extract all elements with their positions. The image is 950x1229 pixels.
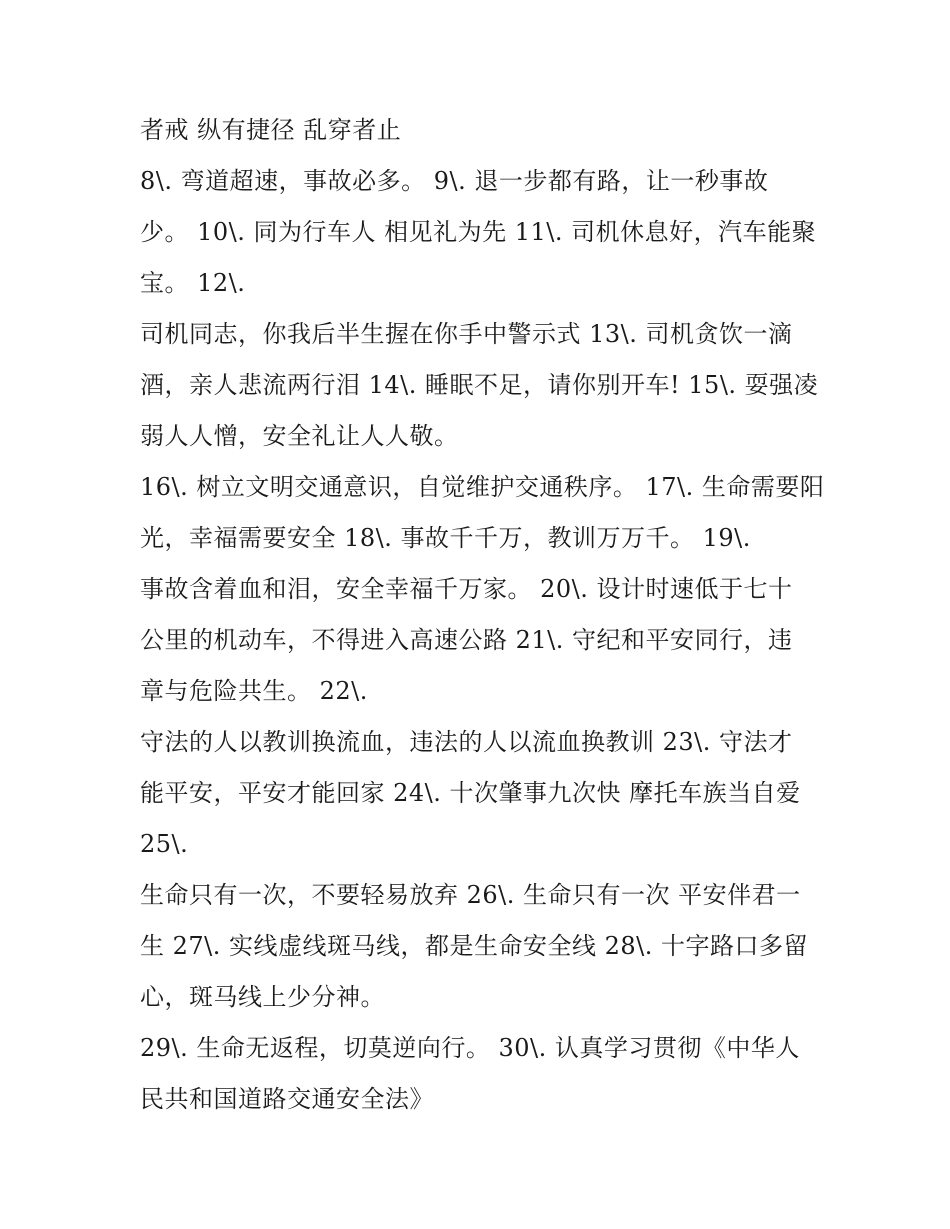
text-line: 酒，亲人悲流两行泪 14\. 睡眠不足，请你别开车! 15\. 耍强凌 (140, 371, 819, 399)
text-line: 生 27\. 实线虚线斑马线，都是生命安全线 28\. 十字路口多留 (140, 932, 809, 960)
text-line: 16\. 树立文明交通意识，自觉维护交通秩序。 17\. 生命需要阳 (140, 473, 825, 501)
text-line: 8\. 弯道超速，事故必多。 9\. 退一步都有路，让一秒事故 (140, 167, 769, 195)
text-line: 者戒 纵有捷径 乱穿者止 (140, 116, 402, 144)
text-line: 民共和国道路交通安全法》 (140, 1085, 434, 1113)
text-line: 少。 10\. 同为行车人 相见礼为先 11\. 司机休息好，汽车能聚 (140, 218, 817, 246)
text-line: 能平安，平安才能回家 24\. 十次肇事九次快 摩托车族当自爱 (140, 779, 801, 807)
text-line: 章与危险共生。 22\. (140, 677, 368, 705)
text-line: 公里的机动车，不得进入高速公路 21\. 守纪和平安同行，违 (140, 626, 793, 654)
text-line: 心，斑马线上少分神。 (140, 983, 385, 1011)
text-line: 弱人人憎，安全礼让人人敬。 (140, 422, 459, 450)
text-line: 光，幸福需要安全 18\. 事故千千万，教训万万千。 19\. (140, 524, 751, 552)
document-text-body (140, 108, 825, 1128)
text-line: 事故含着血和泪，安全幸福千万家。 20\. 设计时速低于七十 (140, 575, 793, 603)
text-line: 生命只有一次，不要轻易放弃 26\. 生命只有一次 平安伴君一 (140, 881, 801, 909)
text-line: 司机同志，你我后半生握在你手中警示式 13\. 司机贪饮一滴 (140, 320, 793, 348)
text-line: 29\. 生命无返程，切莫逆向行。 30\. 认真学习贯彻《中华人 (140, 1034, 800, 1062)
text-line: 守法的人以教训换流血，违法的人以流血换教训 23\. 守法才 (140, 728, 793, 756)
text-line: 宝。 12\. (140, 269, 246, 297)
text-line: 25\. (140, 830, 189, 858)
